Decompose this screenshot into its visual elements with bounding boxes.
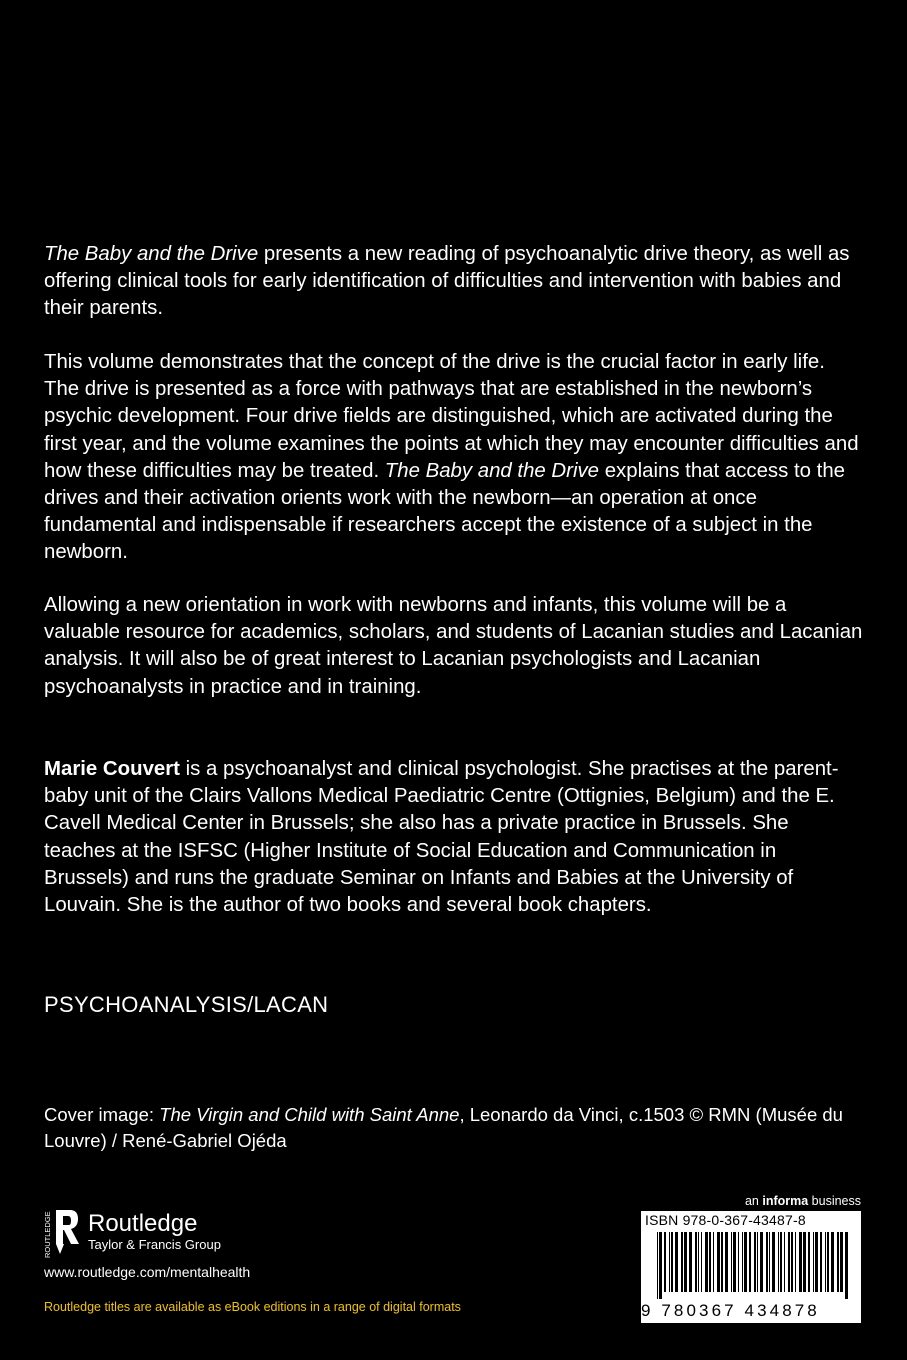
barcode-bar (788, 1232, 790, 1292)
barcode-bar (664, 1232, 666, 1292)
barcode-bar (701, 1232, 702, 1292)
publisher-name: Routledge (88, 1210, 198, 1237)
isbn-label: ISBN 978-0-367-43487-8 (645, 1212, 806, 1228)
barcode-bar (659, 1232, 662, 1299)
barcode-bar (769, 1232, 770, 1292)
barcode-bar (780, 1232, 782, 1292)
barcode-bar (749, 1232, 751, 1292)
barcode-bar (825, 1232, 826, 1292)
barcode-bar (725, 1232, 728, 1292)
informa-business-label: an informa business (744, 1194, 861, 1208)
barcode-bar (695, 1232, 697, 1292)
barcode-bar (675, 1232, 678, 1292)
barcode-bar (721, 1232, 723, 1292)
book-title: The Baby and the Drive (44, 243, 259, 265)
blurb-text: presents a new reading of psychoanalytic drive theory, as well as offering clinical tools for early identification of difficulties and intervention with babies and their parents. (44, 243, 850, 320)
blurb-text: Allowing a new orientation in work with newborns and infants, this volume will be a valuable resource for academics, scholars, and students of Lacanian studies and Lacanian analysis. It will also be of great interest to Lacanian psychologists and Lacanian psychoanalysts in practice and in training. (44, 594, 863, 698)
barcode-bar (733, 1232, 736, 1292)
author-bio (44, 756, 864, 919)
barcode-bar (754, 1232, 756, 1292)
barcode-bar (784, 1232, 785, 1292)
author-name: Marie Couvert (44, 758, 180, 780)
barcode-bar (681, 1232, 683, 1292)
barcode-bar (760, 1232, 763, 1292)
artwork-title: The Virgin and Child with Saint Anne (159, 1104, 460, 1125)
barcode-bar (709, 1232, 711, 1292)
barcode-bar (837, 1232, 839, 1292)
barcode-bar (669, 1232, 670, 1292)
publisher-logo (40, 1204, 221, 1260)
barcode-bar (766, 1232, 768, 1292)
barcode-bar (657, 1232, 658, 1299)
barcode-bar (778, 1232, 779, 1292)
isbn-barcode-box (641, 1211, 861, 1323)
blurb-text: explains that access to the drives and their activation orients work with the newborn—an operation at once fundamental and indispensable if researchers accept the existence of a subject in the newborn. (44, 459, 845, 564)
barcode-bar (827, 1232, 829, 1292)
barcode-bar (757, 1232, 758, 1292)
publisher-group: Taylor & Francis Group (88, 1237, 221, 1252)
barcode-bar (717, 1232, 720, 1292)
barcode-bar (684, 1232, 687, 1292)
cover-image-credit: Cover image: The Virgin and Child with Saint Anne, Leonardo da Vinci, c.1503 © RMN (Musée du Louvre) / René-Gabriel Ojéda (44, 1104, 843, 1151)
barcode-bar (705, 1232, 708, 1292)
blurb-paragraph-1 (44, 241, 864, 323)
barcode-bar (820, 1232, 822, 1292)
barcode-bar (795, 1232, 796, 1292)
barcode-bar (713, 1232, 714, 1292)
barcode-bar (742, 1232, 743, 1292)
barcode-bar (671, 1232, 673, 1292)
barcode-bar (815, 1232, 818, 1292)
subject-category: PSYCHOANALYSIS/LACAN (44, 992, 329, 1017)
barcode-bar (840, 1232, 843, 1292)
barcode-bar (808, 1232, 810, 1292)
barcode-bar (698, 1232, 699, 1292)
vertical-wordmark: ROUTLEDGE (43, 1211, 52, 1258)
barcode-bar (831, 1232, 834, 1292)
isbn-digits: 9 780367 434878 (641, 1301, 820, 1320)
barcode-bar (731, 1232, 732, 1292)
bio-text: is a psychoanalyst and clinical psychologist. She practises at the parent-baby unit of the Clairs Vallons Medical Paediatric Centre (Ottignies, Belgium) and the E. Cavell Medical Center in Brussels; she also has a private practice in Brussels. She teaches at the ISFSC (Higher Institute of Social Education and Communication in Brussels) and runs the graduate Seminar on Infants and Babies at the University of Louvain. She is the author of two books and several book chapters. (44, 758, 839, 917)
barcode-bar (799, 1232, 802, 1292)
barcode-bar (813, 1232, 814, 1292)
publisher-website: www.routledge.com/mentalhealth (44, 1264, 251, 1280)
barcode-bar (689, 1232, 692, 1292)
barcode-bar (744, 1232, 747, 1292)
blurb-paragraph-2 (44, 349, 864, 567)
blurb-text: This volume demonstrates that the concept of the drive is the crucial factor in early life. The drive is presented as a force with pathways that are established in the newborn’s psychic development. Four drive fields are distinguished, which are activated during the first year, and the volume examines the points at which they may encounter difficulties and how these difficulties may be treated. (44, 351, 859, 482)
ebook-note: Routledge titles are available as eBook editions in a range of digital formats (44, 1300, 461, 1314)
barcode-bar (772, 1232, 775, 1292)
barcode-bar (738, 1232, 739, 1292)
blurb-paragraph-3 (44, 592, 864, 701)
routledge-logo-icon (40, 1204, 84, 1260)
book-title: The Baby and the Drive (384, 459, 600, 482)
barcode (655, 1232, 853, 1299)
barcode-bar (791, 1232, 793, 1292)
barcode-bar (845, 1232, 848, 1299)
barcode-bar (803, 1232, 806, 1292)
